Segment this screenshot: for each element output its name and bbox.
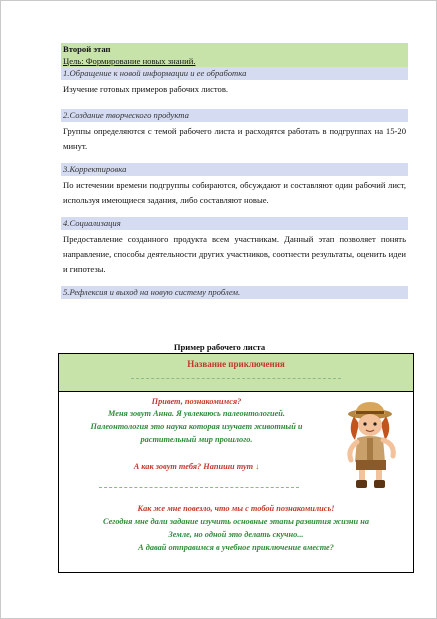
card-header <box>59 354 413 392</box>
intro-line: Палеонтология это наука которая изучает животный и <box>90 422 303 431</box>
task-line: Земле, но одной это делать скучно... <box>168 530 304 539</box>
adventure-title: Название приключения <box>187 359 285 369</box>
section-heading: 2.Создание творческого продукта <box>61 109 408 122</box>
section-heading: 4.Социализация <box>61 217 408 230</box>
stage-goal: Цель: Формирование новых знаний. <box>61 55 408 67</box>
intro-line: Меня зовут Анна. Я увлекаюсь палеонтологией. <box>108 409 285 418</box>
name-answer-line[interactable] <box>99 487 299 488</box>
ask-name: А как зовут тебя? Напиши тут ↓ <box>133 462 260 471</box>
title-underline <box>131 378 341 380</box>
explorer-girl-illustration <box>337 400 407 492</box>
section-heading: 5.Рефлексия и выход на новую систему проблем. <box>61 286 408 299</box>
section-text: Группы определяются с темой рабочего листа и расходятся работать в подгруппах на 15-20 минут. <box>63 126 406 151</box>
intro-line: растительный мир прошлого. <box>140 435 253 444</box>
lesson-plan <box>61 43 408 299</box>
section-heading: 3.Корректировка <box>61 163 408 176</box>
task-line: Сегодня мне дали задание изучить основные этапы развития жизни на <box>103 517 369 526</box>
invite-line: А давай отправимся в учебное приключение вместе? <box>138 543 334 552</box>
example-title: Пример рабочего листа <box>173 342 266 352</box>
section-text: Предоставление созданного продукта всем участникам. Данный этап позволяет понять направление, способы деятельности других участников, соотнести результаты, оценить идеи и гипотезы. <box>63 234 406 274</box>
stage-title: Второй этап <box>61 43 408 55</box>
section-heading: 1.Обращение к новой информации и ее обработка <box>61 67 408 80</box>
section-text: Изучение готовых примеров рабочих листов. <box>63 84 229 94</box>
greeting: Привет, познакомимся? <box>151 397 242 406</box>
card-body <box>59 392 413 572</box>
section-text: По истечении времени подгруппы собираются, обсуждают и составляют один рабочий лист, используя имеющиеся задания, либо составляют новые. <box>63 180 406 205</box>
worksheet-card <box>58 353 414 573</box>
lucky-line: Как же мне повезло, что мы с тобой познакомились! <box>137 504 335 513</box>
